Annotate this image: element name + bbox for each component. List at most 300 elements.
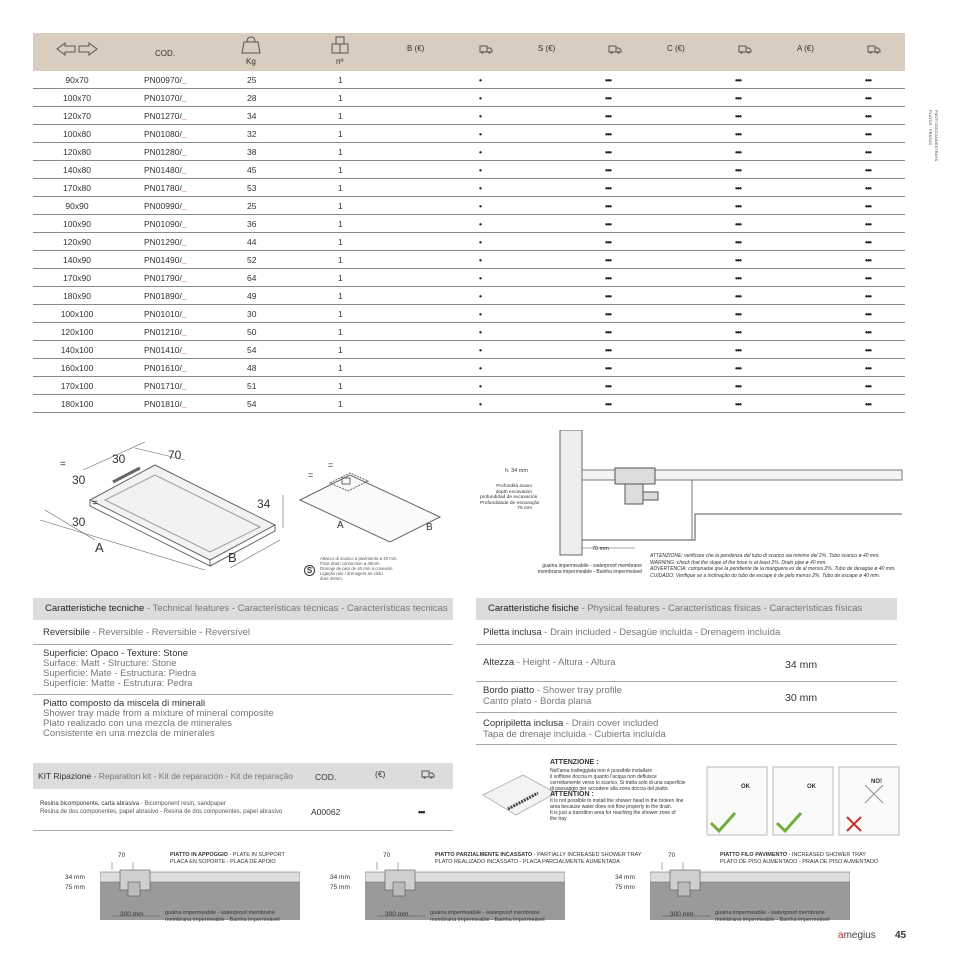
install-dim-70: 70 bbox=[383, 852, 391, 859]
plan-note-line: Drenaje de piso de 40 mm a conexión. bbox=[320, 566, 394, 571]
tray-isometric-drawing bbox=[35, 440, 295, 570]
mineral-line: Consistente en una mezcla de minerales bbox=[43, 728, 215, 739]
mineral-line: Piatto composto da miscela di minerali bbox=[43, 698, 206, 709]
kit-price-mark: ••• bbox=[418, 807, 425, 817]
tray-dim-30-bottom: 30 bbox=[72, 515, 86, 529]
depth-line: Profondità scavo bbox=[496, 484, 532, 489]
divider bbox=[476, 744, 897, 745]
table-row bbox=[33, 395, 905, 413]
mineral-line: Plato realizado con una mezcla de minerales bbox=[43, 718, 233, 729]
code-color-suffix: _ bbox=[181, 273, 187, 283]
code-cell bbox=[144, 237, 187, 247]
b-availability-mark: • bbox=[479, 345, 481, 355]
height-rest: - Height - Altura - Altura bbox=[514, 657, 616, 668]
a-availability-mark: ••• bbox=[865, 201, 871, 211]
plan-badge: S bbox=[304, 565, 315, 576]
warning-line: ATTENZIONE: verificare che la pendenza del tubo di scarico sia minimo del 2%. Tubo scarico ø 40 mm. bbox=[650, 553, 880, 559]
a-availability-mark: ••• bbox=[865, 147, 871, 157]
tray-dim-70: 70 bbox=[168, 448, 182, 462]
code-cell bbox=[144, 255, 187, 265]
s-availability-mark: ••• bbox=[605, 183, 611, 193]
kit-item-line2: Resina de dos componentes, papel abrasivo - Resina de dos componentes, papel abrasivo bbox=[40, 809, 283, 815]
pieces-cell: 1 bbox=[338, 327, 343, 337]
a-availability-mark: ••• bbox=[865, 219, 871, 229]
tech-header bbox=[33, 598, 453, 620]
install-title-rest: - PARTIALLY INCREASED SHOWER TRAY bbox=[532, 852, 642, 858]
b-availability-mark: • bbox=[479, 75, 481, 85]
profile-value: 30 mm bbox=[785, 692, 818, 704]
tray-eq1: = bbox=[60, 459, 66, 470]
phys-header-rest: - Physical features - Características físicas - Características físicas bbox=[578, 603, 863, 614]
kg-cell: 36 bbox=[247, 219, 257, 229]
table-row bbox=[33, 233, 905, 251]
kg-cell: 25 bbox=[247, 75, 257, 85]
c-availability-mark: ••• bbox=[735, 327, 741, 337]
section-70: 70 mm bbox=[592, 546, 609, 552]
b-availability-mark: • bbox=[479, 201, 481, 211]
table-row bbox=[33, 359, 905, 377]
code-text: PN01090/ bbox=[144, 219, 182, 229]
plan-eq2: = bbox=[328, 460, 334, 470]
kg-cell: 30 bbox=[247, 309, 257, 319]
header-code: COD. bbox=[155, 49, 175, 58]
divider bbox=[476, 644, 897, 645]
section-membrane bbox=[522, 563, 642, 575]
size-cell: 120x100 bbox=[60, 327, 94, 337]
surface-line: Superfície: Matte - Estrutura: Pedra bbox=[43, 678, 193, 689]
install-membrane-line: guaina impermeabile - waterproof membrane bbox=[430, 910, 540, 916]
pieces-cell: 1 bbox=[338, 129, 343, 139]
s-availability-mark: ••• bbox=[605, 219, 611, 229]
attention-it-line: Nell'area tratteggiata non è possibile installare bbox=[550, 768, 653, 774]
install-title-bold: PIATTO PARZIALMENTE INCASSATO bbox=[435, 852, 533, 858]
tech-header-rest: - Technical features - Características técnicas - Características tecnicas bbox=[144, 603, 448, 614]
b-availability-mark: • bbox=[479, 255, 481, 265]
install-membrane-line: guaina impermeabile - waterproof membrane bbox=[715, 910, 825, 916]
pieces-cell: 1 bbox=[338, 165, 343, 175]
s-availability-mark: ••• bbox=[605, 201, 611, 211]
s-availability-mark: ••• bbox=[605, 291, 611, 301]
s-availability-mark: ••• bbox=[605, 345, 611, 355]
code-color-suffix: _ bbox=[181, 75, 187, 85]
a-availability-mark: ••• bbox=[865, 165, 871, 175]
tech-surface bbox=[43, 649, 196, 689]
membrane-line: membrana impermeable - Bainha impermeável bbox=[537, 569, 642, 575]
s-availability-mark: ••• bbox=[605, 237, 611, 247]
profile-line2: Canto plato - Borda plana bbox=[483, 696, 592, 707]
s-availability-mark: ••• bbox=[605, 165, 611, 175]
kg-cell: 45 bbox=[247, 165, 257, 175]
size-cell: 170x80 bbox=[63, 183, 91, 193]
kg-cell: 54 bbox=[247, 399, 257, 409]
phys-profile bbox=[483, 685, 622, 707]
table-row bbox=[33, 197, 905, 215]
code-text: PN00970/ bbox=[144, 75, 182, 85]
no-label: NO! bbox=[871, 779, 882, 785]
tray-eq2: = bbox=[92, 498, 98, 509]
code-cell bbox=[144, 273, 187, 283]
pieces-cell: 1 bbox=[338, 273, 343, 283]
attention-en-line: It is not possible to install the shower head in the broken line bbox=[550, 798, 684, 804]
table-header bbox=[33, 33, 905, 71]
plan-note-line: Floor drain connection ø 40mm. bbox=[320, 561, 381, 566]
code-cell bbox=[144, 75, 187, 85]
a-availability-mark: ••• bbox=[865, 327, 871, 337]
depth-line: depth excavation bbox=[495, 489, 532, 495]
c-availability-mark: ••• bbox=[735, 147, 741, 157]
attention-en-line: area because water does not flow properly to the drain. bbox=[550, 804, 673, 810]
divider bbox=[33, 830, 453, 831]
pieces-cell: 1 bbox=[338, 309, 343, 319]
ok-label-2: OK bbox=[807, 784, 816, 790]
c-availability-mark: ••• bbox=[735, 237, 741, 247]
table-row bbox=[33, 377, 905, 395]
boxes-icon bbox=[331, 36, 349, 54]
pieces-cell: 1 bbox=[338, 111, 343, 121]
kit-item-main: Resina bicomponente, carta abrasiva bbox=[40, 801, 140, 807]
drain-main: Piletta inclusa bbox=[483, 627, 542, 638]
b-availability-mark: • bbox=[479, 237, 481, 247]
warning-line: ADVERTENCIA: compruebe que la pendiente de la manguera es de al menos 2%. Tubo de desagüe ø 40 mm. bbox=[650, 566, 896, 572]
surface-line: Superficie: Mate - Estructura: Piedra bbox=[43, 668, 197, 679]
pieces-cell: 1 bbox=[338, 93, 343, 103]
b-availability-mark: • bbox=[479, 219, 481, 229]
section-height-label: h. 34 mm bbox=[505, 468, 528, 474]
attention-it-line: correttamente verso lo scarico. Si tratta solo di una superficie bbox=[550, 780, 686, 786]
phys-header-main: Caratteristiche fisiche bbox=[488, 603, 579, 614]
kit-code: A00062 bbox=[311, 807, 341, 817]
mineral-line: Shower tray made from a mixture of mineral composite bbox=[43, 708, 274, 719]
install-dim-75: 75 mm bbox=[330, 884, 350, 891]
c-availability-mark: ••• bbox=[735, 291, 741, 301]
kit-title-main: KIT Ripazione bbox=[38, 771, 92, 781]
code-cell bbox=[144, 345, 187, 355]
attention-en-line: the tray bbox=[550, 816, 567, 822]
c-availability-mark: ••• bbox=[735, 165, 741, 175]
code-text: PN00990/ bbox=[144, 201, 182, 211]
install-title bbox=[720, 852, 878, 866]
code-color-suffix: _ bbox=[181, 381, 187, 391]
header-a: A (€) bbox=[797, 44, 814, 53]
size-arrows-icon bbox=[55, 41, 99, 57]
kg-cell: 51 bbox=[247, 381, 257, 391]
c-availability-mark: ••• bbox=[735, 111, 741, 121]
a-availability-mark: ••• bbox=[865, 93, 871, 103]
size-cell: 170x90 bbox=[63, 273, 91, 283]
header-b: B (€) bbox=[407, 44, 425, 53]
table-row bbox=[33, 161, 905, 179]
pieces-cell: 1 bbox=[338, 237, 343, 247]
code-cell bbox=[144, 399, 187, 409]
install-dim-70: 70 bbox=[118, 852, 126, 859]
membrane-line: guaina impermeabile - waterproof membrane bbox=[542, 563, 642, 569]
code-color-suffix: _ bbox=[181, 219, 187, 229]
code-cell bbox=[144, 381, 187, 391]
code-text: PN01410/ bbox=[144, 345, 182, 355]
code-cell bbox=[144, 165, 187, 175]
c-availability-mark: ••• bbox=[735, 309, 741, 319]
code-text: PN01080/ bbox=[144, 129, 182, 139]
code-cell bbox=[144, 363, 187, 373]
pieces-cell: 1 bbox=[338, 399, 343, 409]
s-availability-mark: ••• bbox=[605, 147, 611, 157]
tech-mineral bbox=[43, 699, 274, 739]
install-dim-75: 75 mm bbox=[65, 884, 85, 891]
pieces-cell: 1 bbox=[338, 255, 343, 265]
s-availability-mark: ••• bbox=[605, 309, 611, 319]
truck-icon bbox=[608, 45, 622, 54]
pieces-cell: 1 bbox=[338, 201, 343, 211]
install-dim-300: 300 mm bbox=[670, 911, 694, 918]
kit-price-header: (€) bbox=[375, 769, 386, 779]
kit-item-rest: - Bicomponent resin, sandpaper bbox=[139, 801, 226, 807]
code-text: PN01270/ bbox=[144, 111, 182, 121]
s-availability-mark: ••• bbox=[605, 129, 611, 139]
s-availability-mark: ••• bbox=[605, 327, 611, 337]
kg-cell: 25 bbox=[247, 201, 257, 211]
side-label-line1: PIATTI DOCCIA/DESTRAYS bbox=[934, 110, 939, 162]
a-availability-mark: ••• bbox=[865, 255, 871, 265]
code-text: PN01810/ bbox=[144, 399, 182, 409]
tray-plan-drawing bbox=[290, 455, 470, 545]
phys-cover bbox=[483, 718, 666, 740]
table-row bbox=[33, 89, 905, 107]
table-row bbox=[33, 125, 905, 143]
b-availability-mark: • bbox=[479, 111, 481, 121]
a-availability-mark: ••• bbox=[865, 273, 871, 283]
install-dim-75: 75 mm bbox=[615, 884, 635, 891]
code-text: PN01710/ bbox=[144, 381, 182, 391]
plan-dim-B: B bbox=[426, 522, 433, 533]
b-availability-mark: • bbox=[479, 363, 481, 373]
s-availability-mark: ••• bbox=[605, 255, 611, 265]
code-cell bbox=[144, 93, 187, 103]
header-kg: Kg bbox=[246, 57, 256, 66]
b-availability-mark: • bbox=[479, 183, 481, 193]
attention-en-line: It is just a transition area for reaching the shower zone of bbox=[550, 810, 676, 816]
section-depth-label bbox=[480, 484, 540, 512]
code-cell bbox=[144, 147, 187, 157]
kit-title-rest: - Reparation kit - Kit de reparación - Kit de reparação bbox=[91, 771, 293, 781]
code-color-suffix: _ bbox=[181, 237, 187, 247]
code-color-suffix: _ bbox=[181, 147, 187, 157]
attention-it-line: il soffione doccia in quanto l'acqua non defluisce bbox=[550, 774, 657, 780]
truck-icon bbox=[421, 770, 435, 779]
install-dim-70: 70 bbox=[668, 852, 676, 859]
side-label-line2: PLATOS · PRATOS bbox=[928, 110, 933, 146]
size-cell: 90x90 bbox=[65, 201, 89, 211]
install-title-bold: PIATTO FILO PAVIMENTO bbox=[720, 852, 788, 858]
size-cell: 120x90 bbox=[63, 237, 91, 247]
phys-height bbox=[483, 657, 616, 668]
reversible-main: Reversibile bbox=[43, 627, 90, 638]
brand-name: megius bbox=[843, 930, 876, 941]
code-color-suffix: _ bbox=[181, 327, 187, 337]
table-row bbox=[33, 179, 905, 197]
b-availability-mark: • bbox=[479, 147, 481, 157]
kg-cell: 44 bbox=[247, 237, 257, 247]
kg-cell: 34 bbox=[247, 111, 257, 121]
code-color-suffix: _ bbox=[181, 255, 187, 265]
code-color-suffix: _ bbox=[181, 165, 187, 175]
b-availability-mark: • bbox=[479, 165, 481, 175]
tray-dim-A: A bbox=[95, 540, 104, 555]
kg-cell: 32 bbox=[247, 129, 257, 139]
surface-line: Superficie: Opaco - Texture: Stone bbox=[43, 648, 189, 659]
truck-icon bbox=[738, 45, 752, 54]
header-s: S (€) bbox=[538, 44, 556, 53]
table-row bbox=[33, 107, 905, 125]
s-availability-mark: ••• bbox=[605, 75, 611, 85]
truck-icon bbox=[479, 45, 493, 54]
c-availability-mark: ••• bbox=[735, 201, 741, 211]
c-availability-mark: ••• bbox=[735, 381, 741, 391]
pieces-cell: 1 bbox=[338, 183, 343, 193]
kg-cell: 54 bbox=[247, 345, 257, 355]
c-availability-mark: ••• bbox=[735, 255, 741, 265]
a-availability-mark: ••• bbox=[865, 183, 871, 193]
kit-code-header: COD. bbox=[315, 772, 337, 782]
plan-note-line: Ligação ralo / drenagem ao chão bbox=[320, 571, 383, 576]
depth-line: Profundidade de escavação bbox=[480, 500, 540, 506]
attention-it-line: di passaggio per accedere alla zona doccia del piatto. bbox=[550, 786, 669, 792]
table-row bbox=[33, 215, 905, 233]
kg-cell: 48 bbox=[247, 363, 257, 373]
code-text: PN01890/ bbox=[144, 291, 182, 301]
code-text: PN01280/ bbox=[144, 147, 182, 157]
b-availability-mark: • bbox=[479, 309, 481, 319]
size-cell: 100x100 bbox=[60, 309, 94, 319]
code-color-suffix: _ bbox=[181, 309, 187, 319]
price-table bbox=[33, 33, 905, 413]
size-cell: 120x70 bbox=[63, 111, 91, 121]
code-text: PN01070/ bbox=[144, 93, 182, 103]
a-availability-mark: ••• bbox=[865, 363, 871, 373]
a-availability-mark: ••• bbox=[865, 399, 871, 409]
b-availability-mark: • bbox=[479, 93, 481, 103]
warning-line: WARNING: check that the slope of the hose is at least 2%. Drain pipe ø 40 mm. bbox=[650, 559, 827, 566]
install-title bbox=[170, 852, 285, 866]
size-cell: 140x100 bbox=[60, 345, 94, 355]
install-title-rest: - PLATE IN SUPPORT bbox=[227, 852, 285, 858]
b-availability-mark: • bbox=[479, 381, 481, 391]
s-availability-mark: ••• bbox=[605, 363, 611, 373]
a-availability-mark: ••• bbox=[865, 111, 871, 121]
code-cell bbox=[144, 309, 187, 319]
size-cell: 120x80 bbox=[63, 147, 91, 157]
size-cell: 100x90 bbox=[63, 219, 91, 229]
plan-eq1: = bbox=[308, 470, 314, 480]
weight-icon bbox=[241, 36, 261, 54]
attention-tray-icon bbox=[478, 765, 558, 825]
size-cell: 100x70 bbox=[63, 93, 91, 103]
code-color-suffix: _ bbox=[181, 345, 187, 355]
pieces-cell: 1 bbox=[338, 147, 343, 157]
c-availability-mark: ••• bbox=[735, 75, 741, 85]
table-row bbox=[33, 305, 905, 323]
code-cell bbox=[144, 327, 187, 337]
size-cell: 100x80 bbox=[63, 129, 91, 139]
table-row bbox=[33, 323, 905, 341]
install-membrane-line: membrana impermeable - Bainha impermeável bbox=[430, 917, 545, 923]
cover-main: Copripiletta inclusa bbox=[483, 718, 564, 729]
divider bbox=[476, 681, 897, 682]
c-availability-mark: ••• bbox=[735, 129, 741, 139]
cover-rest: - Drain cover included bbox=[563, 718, 659, 729]
table-row bbox=[33, 341, 905, 359]
tray-dim-34: 34 bbox=[257, 497, 271, 511]
c-availability-mark: ••• bbox=[735, 363, 741, 373]
tech-header-main: Caratteristiche tecniche bbox=[45, 603, 145, 614]
plan-note-line: dure 40mm. bbox=[320, 576, 343, 581]
code-color-suffix: _ bbox=[181, 291, 187, 301]
s-availability-mark: ••• bbox=[605, 273, 611, 283]
drain-section-drawing bbox=[555, 430, 915, 560]
b-availability-mark: • bbox=[479, 399, 481, 409]
page-number: 45 bbox=[895, 930, 907, 941]
table-row bbox=[33, 143, 905, 161]
kg-cell: 53 bbox=[247, 183, 257, 193]
code-text: PN01790/ bbox=[144, 273, 182, 283]
c-availability-mark: ••• bbox=[735, 399, 741, 409]
tech-reversible bbox=[43, 627, 250, 638]
install-dim-300: 300 mm bbox=[385, 911, 409, 918]
size-cell: 170x100 bbox=[60, 381, 94, 391]
a-availability-mark: ••• bbox=[865, 129, 871, 139]
s-availability-mark: ••• bbox=[605, 111, 611, 121]
c-availability-mark: ••• bbox=[735, 93, 741, 103]
s-availability-mark: ••• bbox=[605, 399, 611, 409]
divider bbox=[476, 712, 897, 713]
kg-cell: 64 bbox=[247, 273, 257, 283]
install-dim-34: 34 mm bbox=[330, 874, 350, 881]
install-dim-300: 300 mm bbox=[120, 911, 144, 918]
shower-placement-icons bbox=[705, 765, 900, 840]
code-cell bbox=[144, 111, 187, 121]
c-availability-mark: ••• bbox=[735, 345, 741, 355]
kit-item bbox=[40, 800, 282, 816]
height-value: 34 mm bbox=[785, 659, 818, 671]
kg-cell: 28 bbox=[247, 93, 257, 103]
truck-icon bbox=[867, 45, 881, 54]
install-title-line2: PLATO DE PISO AUMENTADO - PRAIA DE PISO AUMENTADO bbox=[720, 859, 879, 865]
code-text: PN01480/ bbox=[144, 165, 182, 175]
size-cell: 140x90 bbox=[63, 255, 91, 265]
install-title-rest: - INCREASED SHOWER TRAY bbox=[787, 852, 866, 858]
install-membrane bbox=[715, 910, 830, 924]
ok-label-1: OK bbox=[741, 784, 750, 790]
plan-note bbox=[320, 556, 398, 581]
kg-cell: 50 bbox=[247, 327, 257, 337]
code-text: PN01010/ bbox=[144, 309, 182, 319]
code-text: PN01780/ bbox=[144, 183, 182, 193]
code-color-suffix: _ bbox=[181, 183, 187, 193]
install-membrane bbox=[430, 910, 545, 924]
profile-rest: - Shower tray profile bbox=[534, 685, 622, 696]
kit-header bbox=[33, 763, 453, 789]
reversible-rest: - Reversible - Reversible - Reversível bbox=[90, 627, 250, 638]
pieces-cell: 1 bbox=[338, 381, 343, 391]
kit-title bbox=[38, 771, 293, 781]
size-cell: 180x90 bbox=[63, 291, 91, 301]
code-text: PN01490/ bbox=[144, 255, 182, 265]
code-color-suffix: _ bbox=[181, 363, 187, 373]
divider bbox=[33, 644, 453, 645]
size-cell: 160x100 bbox=[60, 363, 94, 373]
brand-logo-mark: a bbox=[838, 930, 844, 941]
tray-dim-30-top: 30 bbox=[112, 452, 126, 466]
install-dim-34: 34 mm bbox=[615, 874, 635, 881]
